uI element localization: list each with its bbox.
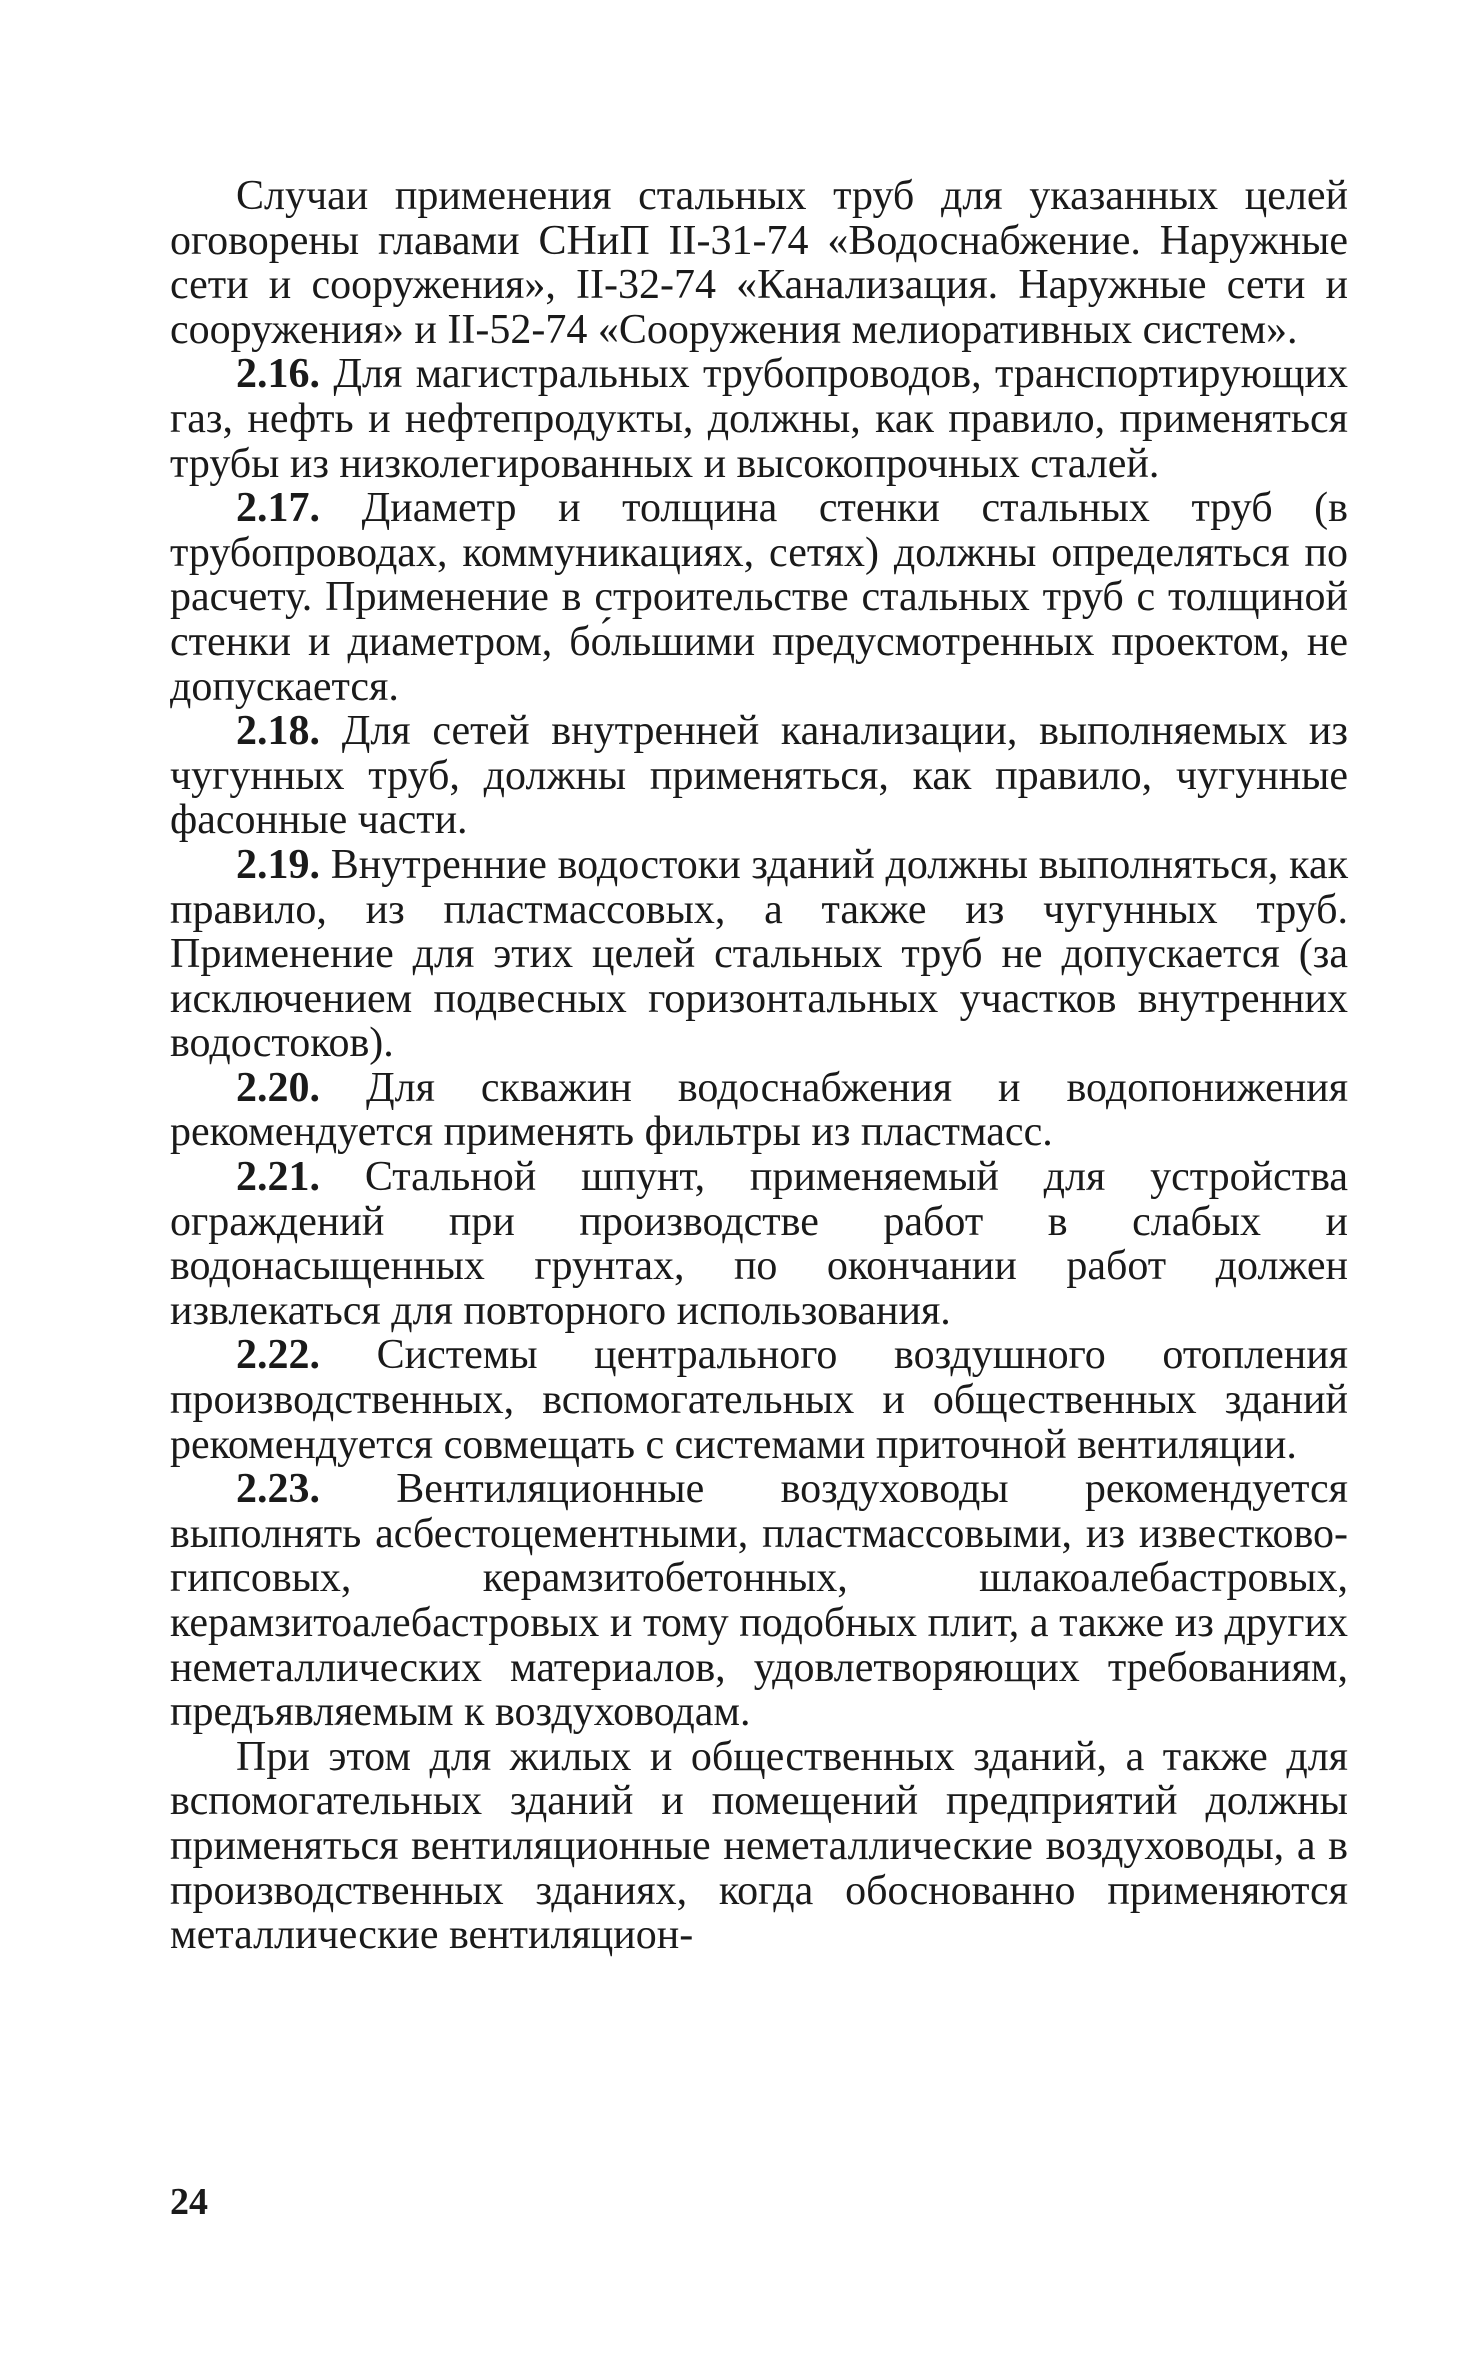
paragraph-text: Случаи применения стальных труб для указанных целей оговорены главами СНиП II-31-74 «Водоснабжение. Наружные сети и сооружения», II-32-74 «Канализация. Наружные сети и сооружения» и II-52-74 «Сооружения мелиоративных систем».: [170, 173, 1348, 353]
paragraph-2-19: [170, 843, 1348, 1066]
paragraph-2-22: [170, 1333, 1348, 1467]
document-body: [170, 174, 1348, 1958]
paragraph-intro: [170, 174, 1348, 352]
paragraph-text: Внутренние водостоки зданий должны выполняться, как правило, из пластмассовых, а также из чугунных труб. Применение для этих целей стальных труб не допускается (за исключением подвесных горизонтальных участков внутренних водостоков).: [170, 841, 1348, 1067]
paragraph-text: Системы центрального воздушного отопления производственных, вспомогательных и общественных зданий рекомендуется совмещать с системами приточной вентиляции.: [170, 1332, 1348, 1468]
clause-number: 2.17.: [236, 485, 320, 532]
clause-number: 2.16.: [236, 351, 320, 398]
paragraph-2-16: [170, 352, 1348, 486]
paragraph-text: Для скважин водоснабжения и водопонижения рекомендуется применять фильтры из пластмасс.: [170, 1064, 1349, 1156]
paragraph-text: Для сетей внутренней канализации, выполняемых из чугунных труб, должны применяться, как правило, чугунные фасонные части.: [170, 708, 1349, 844]
paragraph-text: При этом для жилых и общественных зданий, а также для вспомогательных зданий и помещений предприятий должны применяться вентиляционные неметаллические воздуховоды, а в производственных зданиях, когда обоснованно применяются металлические вентиляцион-: [170, 1733, 1348, 1959]
paragraph-2-21: [170, 1155, 1348, 1333]
paragraph-2-17: [170, 486, 1348, 709]
paragraph-text: Вентиляционные воздуховоды рекомендуется выполнять асбестоцементными, пластмассовыми, из известково-гипсовых, керамзитобетонных, шлакоалебастровых, керамзитоалебастровых и тому подобных плит, а также из других неметаллических материалов, удовлетворяющих требованиям, предъявляемым к воздуховодам.: [170, 1466, 1349, 1736]
paragraph-text: Для магистральных трубопроводов, транспортирующих газ, нефть и нефтепродукты, должны, как правило, применяться трубы из низколегированных и высокопрочных сталей.: [170, 351, 1348, 487]
clause-number: 2.20.: [236, 1064, 320, 1111]
clause-number: 2.18.: [236, 708, 320, 755]
paragraph-continuation: [170, 1735, 1348, 1958]
clause-number: 2.23.: [236, 1466, 320, 1513]
paragraph-text: Стальной шпунт, применяемый для устройства ограждений при производстве работ в слабых и водонасыщенных грунтах, по окончании работ должен извлекаться для повторного использования.: [170, 1154, 1349, 1334]
paragraph-text: Диаметр и толщина стенки стальных труб (в трубопроводах, коммуникациях, сетях) должны определяться по расчету. Применение в строительстве стальных труб с толщиной стенки и диаметром, бо́льшими предусмотренных проектом, не допускается.: [170, 485, 1348, 710]
clause-number: 2.21.: [236, 1154, 320, 1201]
paragraph-2-23: [170, 1467, 1348, 1735]
clause-number: 2.19.: [236, 841, 320, 888]
paragraph-2-18: [170, 709, 1348, 843]
clause-number: 2.22.: [236, 1332, 320, 1379]
paragraph-2-20: [170, 1066, 1348, 1155]
page-number: 24: [170, 2181, 208, 2223]
